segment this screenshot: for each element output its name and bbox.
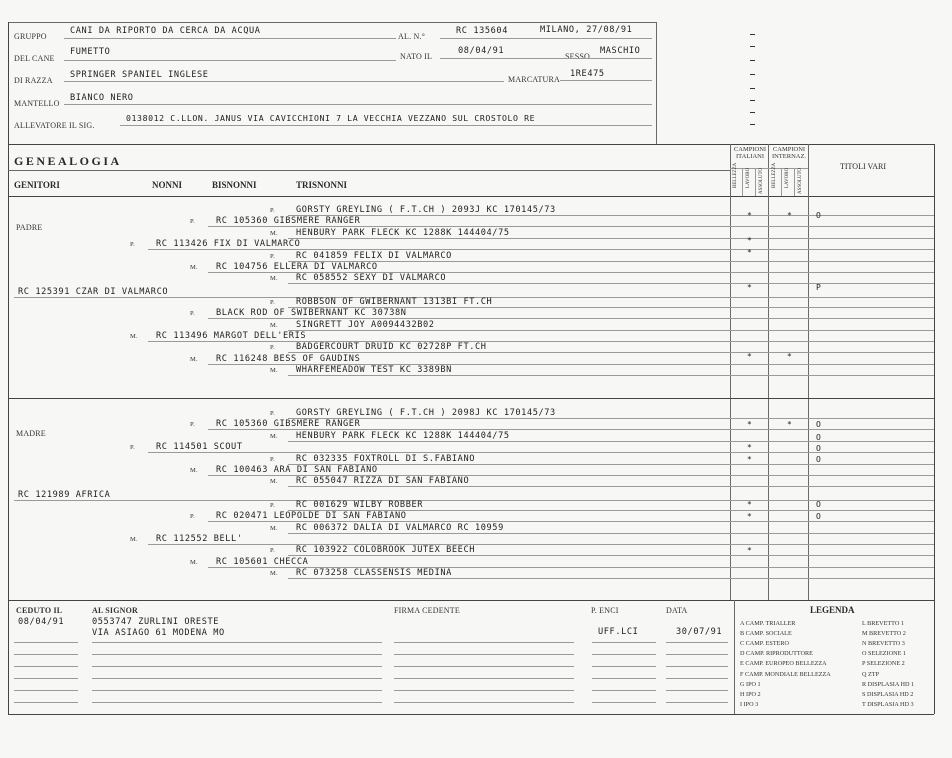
col-nonni: NONNI — [152, 180, 183, 190]
data-label: DATA — [666, 606, 688, 615]
padre_rows-row-label: P. — [190, 310, 195, 318]
mantello-value: BIANCO NERO — [70, 93, 134, 103]
sesso-value: MASCHIO — [600, 46, 641, 56]
mark-star: * — [787, 420, 792, 429]
madre_rows-row-label: M. — [190, 467, 198, 474]
sesso-label: SESSO — [565, 52, 591, 61]
madre_rows-row-label: P. — [190, 513, 195, 521]
marcatura-label: MARCATURA — [508, 75, 561, 84]
madre_rows-row: RC 073258 CLASSENSIS MEDINA — [296, 568, 452, 579]
padre_rows-row: SINGRETT JOY A0094432B02 — [296, 319, 435, 330]
madre_rows-row: RC 105360 GIBSMERE RANGER — [216, 419, 361, 430]
mark-star: * — [747, 546, 752, 555]
madre-name: RC 121989 AFRICA — [18, 490, 111, 500]
gruppo-value: CANI DA RIPORTO DA CERCA DA ACQUA — [70, 26, 261, 36]
madre_rows-row-label: M. — [270, 432, 278, 440]
madre_rows-row-label: P. — [190, 421, 195, 429]
campioni-internaz: CAMPIONI INTERNAZ. — [771, 146, 807, 160]
padre_rows-row-label: M. — [270, 321, 278, 329]
mark-star: * — [747, 500, 752, 509]
col-assoluto-int: ASSOLUTO — [798, 167, 803, 194]
padre_rows-row: GORSTY GREYLING ( F.T.CH ) 2093J KC 170145/73 — [296, 205, 556, 215]
cane-value: FUMETTO — [70, 47, 111, 57]
madre_rows-row-label: M. — [270, 524, 278, 532]
madre_rows-row-label: M. — [270, 478, 278, 486]
madre_rows-row: RC 001629 WILBY ROBBER — [296, 499, 424, 510]
mark-p: P — [816, 283, 821, 292]
mark-star: * — [747, 420, 752, 429]
signor-line2: VIA ASIAGO 61 MODENA MO — [92, 628, 225, 638]
padre_rows-row-label: P. — [190, 218, 195, 226]
ceduto-value: 08/04/91 — [18, 617, 65, 627]
padre_rows-row: WHARFEMEADOW TEST KC 3389BN — [296, 365, 452, 376]
madre_rows-row-label: M. — [270, 570, 278, 578]
legend-item: S DISPLASIA HD 2 — [862, 690, 914, 698]
padre_rows-row: ROBBSON OF GWIBERNANT 1313BI FT.CH — [296, 296, 493, 307]
padre-name: RC 125391 CZAR DI VALMARCO — [18, 287, 169, 297]
madre_rows-row-label: P. — [270, 501, 275, 509]
madre_rows-row: HENBURY PARK FLECK KC 1288K 144404/75 — [296, 430, 510, 441]
campioni-italiani: CAMPIONI ITALIANI — [733, 146, 767, 160]
padre_rows-row: RC 113496 MARGOT DELL'ERIS — [156, 331, 307, 341]
padre_rows-row-label: M. — [270, 367, 278, 375]
allevatore-label: ALLEVATORE IL SIG. — [14, 121, 95, 130]
legend-item: F CAMP. MONDIALE BELLEZZA — [740, 670, 831, 678]
padre_rows-row-label: P. — [270, 344, 275, 352]
razza-value: SPRINGER SPANIEL INGLESE — [70, 70, 209, 80]
padre_rows-row: BADGERCOURT DRUID KC 02728P FT.CH — [296, 342, 487, 353]
padre_rows-row-label: P. — [270, 207, 275, 214]
madre-label: MADRE — [16, 429, 46, 438]
madre_rows-row: RC 006372 DALIA DI VALMARCO RC 10959 — [296, 522, 504, 533]
col-trisnonni: TRISNONNI — [296, 180, 348, 190]
marcatura-value: 1RE475 — [570, 69, 605, 79]
padre_rows-row-label: P. — [270, 252, 275, 260]
mark-star: * — [787, 211, 792, 220]
legend-item: G IPO 1 — [740, 680, 761, 688]
titoli-vari: TITOLI VARI — [840, 162, 886, 171]
genealogy-title: GENEALOGIA — [14, 154, 122, 168]
legend-item: A CAMP. TRIALLER — [740, 620, 796, 627]
legend-item: H IPO 2 — [740, 690, 761, 698]
al-n-label: AL. N.° — [398, 32, 426, 41]
data-value: 30/07/91 — [676, 627, 723, 637]
mark-star: * — [747, 283, 752, 292]
madre_rows-row: RC 114501 SCOUT — [156, 442, 243, 453]
padre_rows-row: RC 116248 BESS OF GAUDINS — [216, 353, 361, 364]
al-n-value: RC 135604 — [456, 26, 508, 36]
ceduto-label: CEDUTO IL — [16, 606, 63, 615]
header-right-rule — [656, 22, 657, 144]
madre_rows-row: RC 055047 RIZZA DI SAN FABIANO — [296, 476, 470, 487]
madre_rows-row: RC 112552 BELL' — [156, 534, 243, 544]
madre_rows-row: RC 020471 LEOPOLDE DI SAN FABIANO — [216, 511, 407, 522]
mark-star: * — [747, 443, 752, 452]
padre_rows-row-label: P. — [270, 298, 275, 306]
place-date: MILANO, 27/08/91 — [540, 25, 633, 35]
nato-label: NATO IL — [400, 52, 433, 61]
mark-star: * — [747, 236, 752, 245]
legend-item: O SELEZIONE 1 — [862, 650, 906, 658]
madre_rows-row-label: M. — [130, 536, 138, 543]
madre_rows-row-label: M. — [190, 558, 198, 566]
legend-item: I IPO 3 — [740, 700, 759, 708]
padre_rows-row: RC 105360 GIBSMERE RANGER — [216, 216, 361, 227]
legend-item: M BREVETTO 2 — [862, 630, 906, 638]
col-bellezza-int: BELLEZZA — [772, 162, 777, 188]
madre_rows-row: RC 100463 ARA DI SAN FABIANO — [216, 465, 378, 475]
mark-o: O — [816, 500, 821, 509]
cane-label: DEL CANE — [14, 54, 55, 63]
mark-star: * — [747, 455, 752, 464]
legend-item: T DISPLASIA HD 3 — [862, 700, 914, 708]
legend-item: P SELEZIONE 2 — [862, 660, 905, 668]
mark-star: * — [747, 211, 752, 220]
mark-star: * — [787, 352, 792, 361]
padre_rows-row-label: M. — [270, 229, 278, 237]
col-assoluto-it: ASSOLUTO — [759, 167, 764, 194]
padre_rows-row-label: M. — [130, 333, 138, 340]
legend-item: Q ZTP — [862, 670, 880, 678]
madre_rows-row: RC 105601 CHECCA — [216, 556, 309, 567]
legend-title: LEGENDA — [810, 605, 855, 615]
legend-item: C CAMP. ESTERO — [740, 640, 789, 648]
mark-star: * — [747, 512, 752, 521]
col-bellezza-it: BELLEZZA — [733, 162, 738, 188]
mark-o: O — [816, 455, 821, 464]
page-bottom-rule — [8, 714, 934, 715]
legend-item: L BREVETTO 1 — [862, 620, 904, 627]
header-top-rule — [8, 22, 656, 23]
madre_rows-row-label: P. — [270, 547, 275, 555]
legend-item: D CAMP. RIPRODUTTORE — [740, 650, 813, 658]
madre_rows-row: RC 103922 COLOBROOK JUTEX BEECH — [296, 545, 475, 556]
legend-item: R DISPLASIA HD 1 — [862, 680, 915, 688]
col-bisnonni: BISNONNI — [212, 180, 257, 190]
signor-label: AL SIGNOR — [92, 606, 139, 615]
madre_rows-row-label: P. — [130, 444, 135, 452]
firma-label: FIRMA CEDENTE — [394, 606, 460, 615]
padre_rows-row-label: M. — [190, 264, 198, 271]
madre_rows-row: GORSTY GREYLING ( F.T.CH ) 2098J KC 170145/73 — [296, 408, 556, 418]
padre-label: PADRE — [16, 223, 43, 232]
mark-o: O — [816, 433, 821, 442]
allevatore-value: 0138012 C.LLON. JANUS VIA CAVICCHIONI 7 LA VECCHIA VEZZANO SUL CROSTOLO RE — [126, 113, 536, 123]
legend-item: E CAMP. EUROPEO BELLEZZA — [740, 660, 827, 668]
page-right-rule — [934, 144, 935, 714]
padre_rows-row: RC 104756 ELLERA DI VALMARCO — [216, 262, 378, 272]
enci-value: UFF.LCI — [598, 627, 639, 637]
legend-item: B CAMP. SOCIALE — [740, 630, 792, 638]
padre_rows-row-label: M. — [190, 355, 198, 363]
padre_rows-row: RC 041859 FELIX DI VALMARCO — [296, 250, 452, 261]
padre_rows-row: RC 113426 FIX DI VALMARCO — [156, 239, 301, 250]
nato-value: 08/04/91 — [458, 46, 505, 56]
padre_rows-row: RC 058552 SEXY DI VALMARCO — [296, 273, 447, 284]
mark-o: O — [816, 444, 821, 453]
mark-star: * — [747, 352, 752, 361]
padre_rows-row-label: M. — [270, 275, 278, 283]
mantello-label: MANTELLO — [14, 99, 60, 108]
signor-line1: 0553747 ZURLINI ORESTE — [92, 617, 220, 627]
enci-label: P. ENCI — [591, 606, 619, 615]
razza-label: DI RAZZA — [14, 76, 53, 85]
madre_rows-row-label: P. — [270, 455, 275, 463]
madre_rows-row-label: P. — [270, 410, 275, 417]
legend-item: N BREVETTO 3 — [862, 640, 905, 648]
padre_rows-row-label: P. — [130, 241, 135, 249]
col-lavoro-it: LAVORO — [746, 167, 751, 188]
col-lavoro-int: LAVORO — [785, 167, 790, 188]
mark-star: * — [747, 248, 752, 257]
mark-o: O — [816, 512, 821, 521]
col-genitori: GENITORI — [14, 180, 60, 190]
madre_rows-row: RC 032335 FOXTROLL DI S.FABIANO — [296, 453, 475, 464]
mark-o: O — [816, 420, 821, 429]
gruppo-label: GRUPPO — [14, 32, 47, 41]
padre_rows-row: BLACK ROD OF SWIBERNANT KC 30738N — [216, 308, 407, 319]
mark-o: O — [816, 211, 821, 220]
page-left-rule — [8, 22, 9, 714]
padre_rows-row: HENBURY PARK FLECK KC 1288K 144404/75 — [296, 227, 510, 238]
